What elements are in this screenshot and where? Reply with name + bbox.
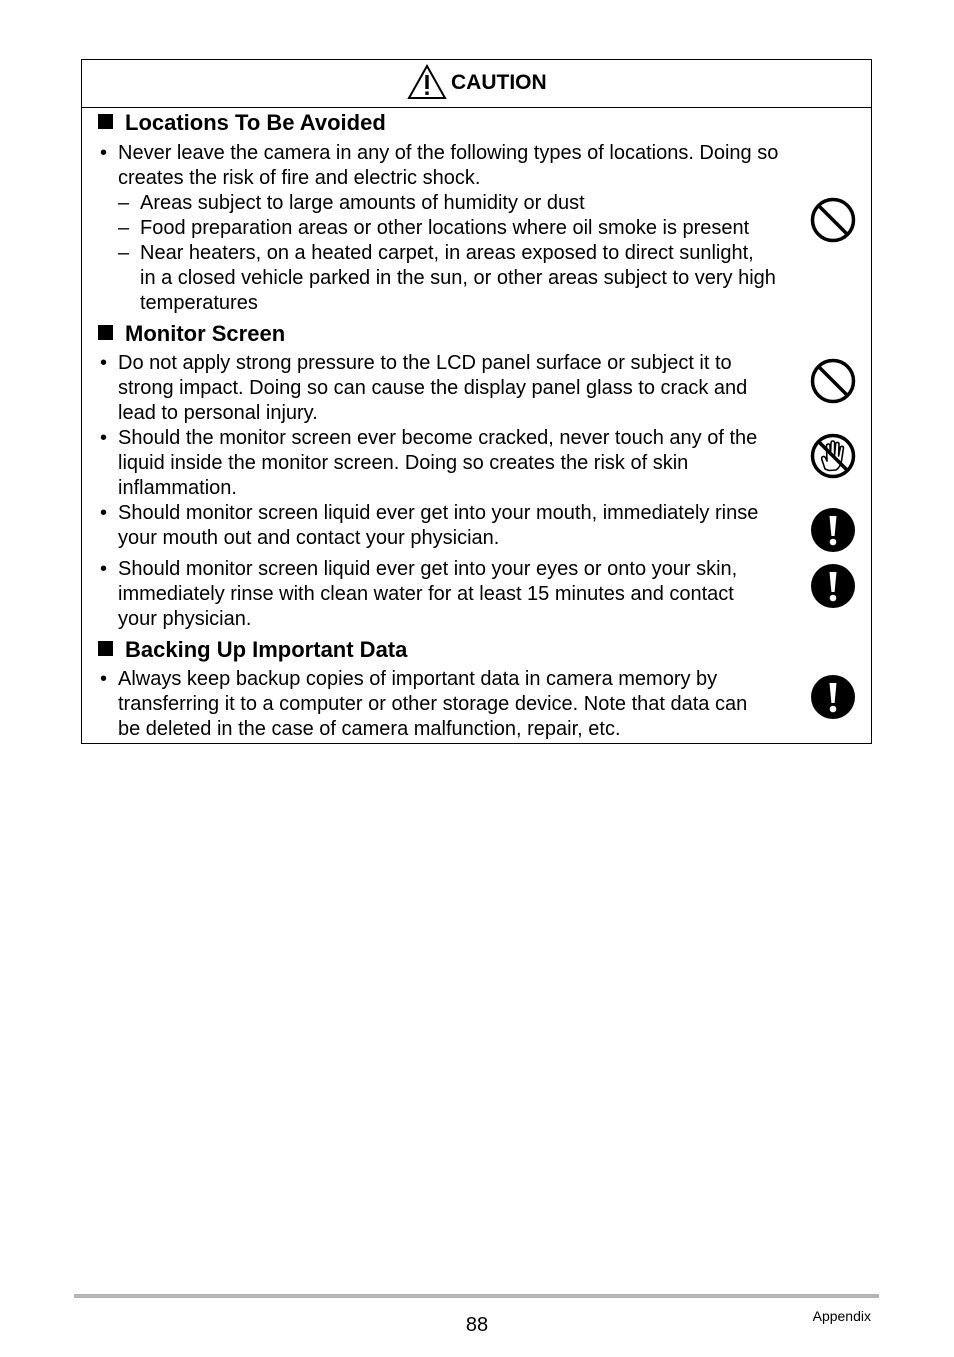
section-heading-backup: Backing Up Important Data: [98, 637, 407, 663]
warning-triangle-icon: [407, 64, 447, 100]
body-line: Food preparation areas or other locations where oil smoke is present: [140, 217, 750, 239]
body-line: your mouth out and contact your physician.: [118, 527, 500, 549]
dash-mark: –: [118, 192, 130, 214]
caution-box: [81, 59, 872, 744]
body-line: Areas subject to large amounts of humidity or dust: [140, 192, 585, 214]
bullet-mark: •: [100, 142, 108, 164]
bullet-mark: •: [100, 558, 108, 580]
bullet-mark: •: [100, 427, 108, 449]
body-line: liquid inside the monitor screen. Doing so creates the risk of skin: [118, 452, 689, 474]
bullet-mark: •: [100, 502, 108, 524]
body-line: Should the monitor screen ever become cracked, never touch any of the: [118, 427, 758, 449]
prohibited-icon: [810, 197, 856, 243]
mandatory-action-icon: [810, 674, 856, 720]
body-line: immediately rinse with clean water for at least 15 minutes and contact: [118, 583, 734, 605]
bullet-mark: •: [100, 352, 108, 374]
body-line: Should monitor screen liquid ever get into your eyes or onto your skin,: [118, 558, 738, 580]
mandatory-action-icon: [810, 507, 856, 553]
prohibited-icon: [810, 358, 856, 404]
caution-header: [82, 60, 871, 108]
body-line: lead to personal injury.: [118, 402, 318, 424]
body-line: your physician.: [118, 608, 252, 630]
footer-rule: [74, 1294, 879, 1298]
section-heading-monitor: Monitor Screen: [98, 321, 285, 347]
square-bullet-icon: [98, 325, 113, 340]
body-line: Never leave the camera in any of the following types of locations. Doing so: [118, 142, 779, 164]
body-line: inflammation.: [118, 477, 237, 499]
bullet-mark: •: [100, 668, 108, 690]
body-line: in a closed vehicle parked in the sun, or other areas subject to very high: [140, 267, 776, 289]
body-line: Always keep backup copies of important data in camera memory by: [118, 668, 718, 690]
dash-mark: –: [118, 242, 130, 264]
body-line: Near heaters, on a heated carpet, in areas exposed to direct sunlight,: [140, 242, 754, 264]
body-line: temperatures: [140, 292, 258, 314]
body-line: be deleted in the case of camera malfunction, repair, etc.: [118, 718, 621, 740]
square-bullet-icon: [98, 641, 113, 656]
footer-section-label: Appendix: [812, 1308, 871, 1324]
body-line: Do not apply strong pressure to the LCD panel surface or subject it to: [118, 352, 732, 374]
body-line: Should monitor screen liquid ever get into your mouth, immediately rinse: [118, 502, 759, 524]
dash-mark: –: [118, 217, 130, 239]
do-not-touch-icon: [810, 433, 856, 479]
section-heading-locations: Locations To Be Avoided: [98, 110, 386, 136]
body-line: creates the risk of fire and electric shock.: [118, 167, 481, 189]
square-bullet-icon: [98, 114, 113, 129]
caution-label: CAUTION: [451, 71, 547, 94]
body-line: strong impact. Doing so can cause the display panel glass to crack and: [118, 377, 748, 399]
body-line: transferring it to a computer or other storage device. Note that data can: [118, 693, 748, 715]
page-number: 88: [465, 1314, 489, 1336]
mandatory-action-icon: [810, 563, 856, 609]
